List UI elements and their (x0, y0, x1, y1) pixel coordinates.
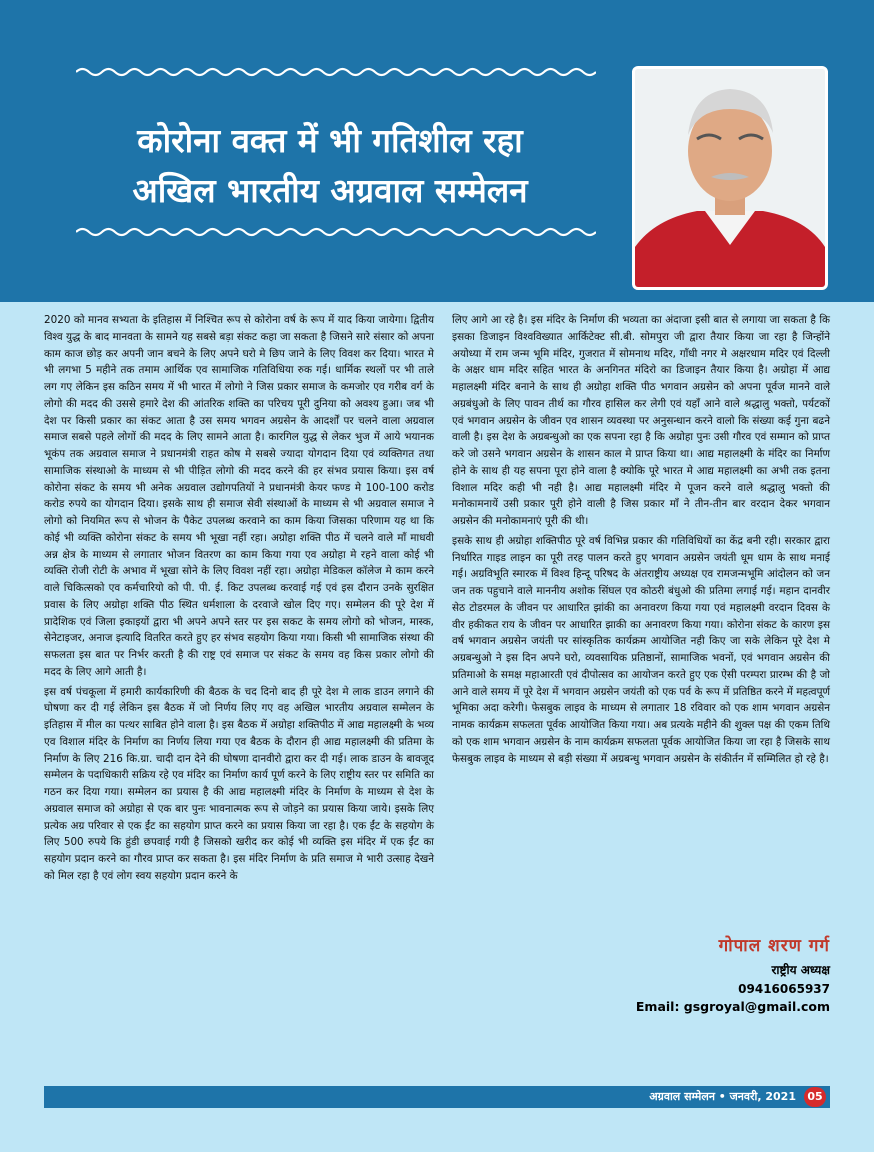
article-column-right (452, 312, 830, 767)
paragraph: 2020 को मानव सभ्यता के इतिहास में निश्चित रूप से कोरोना वर्ष के रूप में याद किया जायेगा। द्वितीय विश्व युद्ध के बाद मानवता के सामने यह सबसे बड़ा संकट कहा जा सकता है जिसने सारे संसार को अपना काम काज छोड़ कर अपनी जान बचने के लिए अपने घरो मे छिप जाने के लिए विवश कर दिया। भारत मे भी लगभा 5 महीने तक तमाम आर्थिक एव सामाजिक गतिविधिया रुक गई। धार्मिक स्थलों पर भी ताले लग गए लेकिन इस कठिन समय में भी भारत में लोगो ने जिस प्रकार समाज के कमजोर एव गरीब वर्ग के लोगो की मदद की उससे हमारे देश की आंतरिक शक्ति का परिचय पूरी दुनिया को अवश्य हुआ। जब भी देश पर किसी प्रकार का संकट आता है उस समय भगवन अग्रसेन के आदर्शों पर चलने वाला अग्रवाल समाज सबसे पहले लोगों की मदद के लिए सामने आता है। कारगिल युद्ध से लेकर भुज में आये भयानक भूकंप तक अग्रवाल समाज ने प्रधानमंत्री राहत कोष मे सबसे ज्यादा योगदान दिया एवं व्यक्तिगत तथा सामाजिक संस्थाओ के माध्यम से भी पीड़ित लोगो की मदद करने की हर संभव प्रयास किया। इस वर्ष कोरोना संकट के समय भी अनेक अग्रवाल उद्योगपतियों ने प्रधानमंत्री केयर फण्ड मे 100-100 करोड करोड रुपये का योगदान दिया। इसके साथ ही समाज सेवी संस्थाओं के माध्यम से भी अग्रवाल समाज ने लोगो को नियमित रूप से भोजन के पैकेट उपलब्ध करवाने का काम किया जिसका परिणाम यह था कि कोई भी व्यक्ति कोरोना संकट के समय भी भूखा नहीं रहा। अग्रोहा शक्ति पीठ में चलने वाले माँ माधवी अन्न क्षेत्र के माध्यम से लगातार भोजन वितरण का काम किया गया एव अग्रोहा मे रहने वाला कोई भी व्यक्ति रोजी रोटी के अभाव में भूखा सोने के लिए विवश नहीं रहा। अग्रोहा मेडिकल कॉलेज मे काम करने वाले चिकित्सको एव कर्मचारियो को पी. पी. ई. किट उपलब्ध करवाई गई एवं इस दौरान उनके सुरक्षित प्रवास के लिए अग्रोहा शक्ति पीठ स्थित धर्मशाला के दरवाजे खोल दिए गए। सम्मेलन की पूरे देश में प्रादेशिक एवं जिला इकाइयों द्वारा भी अपने अपने स्तर पर इस सकट के समय लोगो को भोजन, मास्क, सेनेटाइजर, अनाज इत्यादि वितरित करते हुए हर संभव सहयोग किया गया। किसी भी सामाजिक संस्था की सफलता इस बात पर निर्भर करती है की राष्ट्र एवं समाज पर संकट के समय वह किस प्रकार लोगो की मदद के लिए आगे आती है। (44, 314, 434, 678)
page-title (70, 116, 590, 216)
page-footer (44, 1086, 830, 1108)
decorative-wave-bottom (76, 224, 596, 240)
paragraph: इस वर्ष पंचकूला में हमारी कार्यकारिणी की बैठक के चद दिनो बाद ही पूरे देश मे लाक डाउन लगाने की घोषणा कर दी गई लेकिन इस बैठक में जो निर्णय लिए गए वह अखिल भारतीय अग्रवाल सम्मेलन के इतिहास में मील का पत्थर साबित होने वाला है। इस बैठक में अग्रोहा शक्तिपीठ में आद्य महालक्ष्मी के भव्य एव विशाल मंदिर के निर्माण का निर्णय लिया गया एव बैठक के दौरान ही आद्य महालक्ष्मी की प्रतिमा के निर्माण के लिए 216 कि.ग्रा. चादी दान देने की घोषणा दानवीरो द्वारा कर दी गई। लाक डाउन के बावजूद सम्मेलन के पदाधिकारी सक्रिय रहे एव मंदिर का निर्माण कार्य पूर्ण करने के लिए राष्ट्रीय स्तर पर समिति का गठन कर दिया गया। सम्मेलन का प्रयास है की आद्य महालक्ष्मी मंदिर के निर्माण के माध्यम से देश के अग्रवाल समाज को अग्रोहा से एक बार पुनः भावनात्मक रूप से जोड़ने का प्रयास किया जाये। इसके लिए प्रत्येक अग्र परिवार से एक ईंट का सहयोग प्राप्त करने का प्रयास किया जा रहा है। एक ईंट के सहयोग के लिए 500 रुपये कि हुंडी छपवाई गयी है जिसको खरीद कर कोई भी व्यक्ति इस मंदिर में एक ईंट का सहयोग प्रदान करने का गौरव प्राप्त कर सकता है। इस मंदिर निर्माण के प्रति समाज मे भारी उत्साह देखने को मिल रहा है एवं लोग स्वय सहयोग प्रदान करने के (44, 685, 434, 882)
author-signature (574, 932, 830, 1016)
title-line-1: कोरोना वक्त में भी गतिशील रहा (137, 121, 523, 160)
decorative-wave-top (76, 64, 596, 80)
author-phone: 09416065937 (738, 982, 830, 996)
article-body (44, 312, 830, 1072)
author-name: गोपाल शरण गर्ग (718, 936, 830, 956)
paragraph: लिए आगे आ रहे है। इस मंदिर के निर्माण की भव्यता का अंदाजा इसी बात से लगाया जा सकता है कि इसका डिजाइन विश्वविख्यात आर्किटेक्ट सी.बी. सोमपुरा जी द्वारा तैयार किया जा रहा है जिन्होंने अयोध्या में राम जन्म भूमि मंदिर, गुजरात में सोमनाथ मदिर, गाँधी नगर मे अक्षरधाम मदिर एवं दिल्ली के अक्षर धाम मदिर सहित भारत के अनगिनत मंदिरो का डिजाइन तैयार किया है। अग्रोहा में आद्य महालक्ष्मी मंदिर बनाने के साथ ही अग्रोहा शक्ति पीठ भगवान अग्रसेन को अपना पूर्वज मानने वाले अग्रबंधुओ के लिए पावन तीर्थ का गौरव हासिल कर लेगी एवं यहाँ आने वाले श्रद्धालु भक्तो, पर्यटकों एवं भगवान अग्रसेन के जीवन एव शासन व्यवस्था पर अनुसन्धान करने वालो कि संख्या कई गुना बढने वाली है। इस देश के अग्रबन्धुओ का एक सपना रहा है कि अग्रोहा पुनः उसी गौरव एवं सम्मान को प्राप्त करे जो उसने भगवान अग्रसेन के शासन काल मे प्राप्त किया था। आद्य महालक्ष्मी के मंदिर का निर्माण होने के साथ ही यह सपना पूरा होने वाला है क्योकि पूरे भारत मे आद्य महालक्ष्मी का अभी तक इतना विशाल मदिर कही भी नही है। आद्य महालक्ष्मी मंदिर मे पूजन करने वाले श्रद्धालु भक्तो की मनोकामनायें उसी प्रकार पूरी होने वाली है जिस प्रकार माँ ने तीन-तीन बार वरदान देकर भगवान अग्रसेन की मनोकामनाएं पूरी की थी। (452, 314, 830, 527)
author-email: Email: gsgroyal@gmail.com (635, 999, 830, 1014)
page-number: 05 (804, 1087, 826, 1107)
article-column-left (44, 312, 434, 885)
paragraph: इसके साथ ही अग्रोहा शक्तिपीठ पूरे वर्ष विभिन्न प्रकार की गतिविधियों का केंद्र बनी रही। सरकार द्वारा निर्धारित गाइड लाइन का पूरी तरह पालन करते हुए भगवान अग्रसेन जयंती धूम धाम के साथ मनाई गई। अग्रविभूति स्मारक में विश्व हिन्दू परिषद के अंतराष्ट्रीय अध्यक्ष एव रामजन्मभूमि आंदोलन को जन जन तक पहुचाने वाले माननीय अशोक सिंघल एव कोठरी बंधुओ की प्रतिमा लगाई गई। महान दानवीर सेठ टोडरमल के जीवन पर आधारित झांकी का अनावरण किया गया एवं महालक्ष्मी वरदान दिवस के वीर हकीकत राय के जीवन पर आधारित झाकी का अनावरण किया गया। कोरोना संकट के कारण इस वर्ष भगवान अग्रसेन जयंती पर सांस्कृतिक कार्यक्रम आयोजित नही किए जा सके लेकिन पूरे देश मे अग्रबन्धुओ ने इस दिन अपने घरो, व्यवसायिक प्रतिष्ठानों, सामाजिक भवनों, एवं भगवान अग्रसेन की प्रतिमाओ के समक्ष महाआरती एवं दीपोत्सव का आयोजन करते हुए एक ऐसी परम्परा प्रारम्भ की है जो आने वाले समय में पूरे देश में भगवान अग्रसेन जयंती को एक पर्व के रूप में प्रतिष्ठित करने में महत्वपूर्ण भूमिका अदा करेगी। फेसबुक लाइव के माध्यम से लगातार 18 रविवार को एक शाम भगवान अग्रसेन नामक कार्यक्रम सफलता पूर्वक आयोजित किया गया। अब प्रत्यके महीने की शुक्ल पक्ष की एकम तिथि को एक शाम भगवान अग्रसेन के नाम कार्यक्रम सफलता पूर्वक आयोजित किया जा रहा है जिसके साथ फेसबुक लाइव के माध्यम से बड़ी संख्या में अग्रबन्धु भगवान अग्रसेन के संकीर्तन में सम्मिलित हो रहे है। (452, 534, 830, 765)
header-banner (0, 0, 874, 302)
title-line-2: अखिल भारतीय अग्रवाल सम्मेलन (132, 171, 528, 210)
portrait-illustration (635, 69, 825, 287)
author-role: राष्ट्रीय अध्यक्ष (771, 963, 830, 977)
author-photo (632, 66, 828, 290)
footer-text: अग्रवाल सम्मेलन • जनवरी, 2021 (649, 1090, 796, 1103)
